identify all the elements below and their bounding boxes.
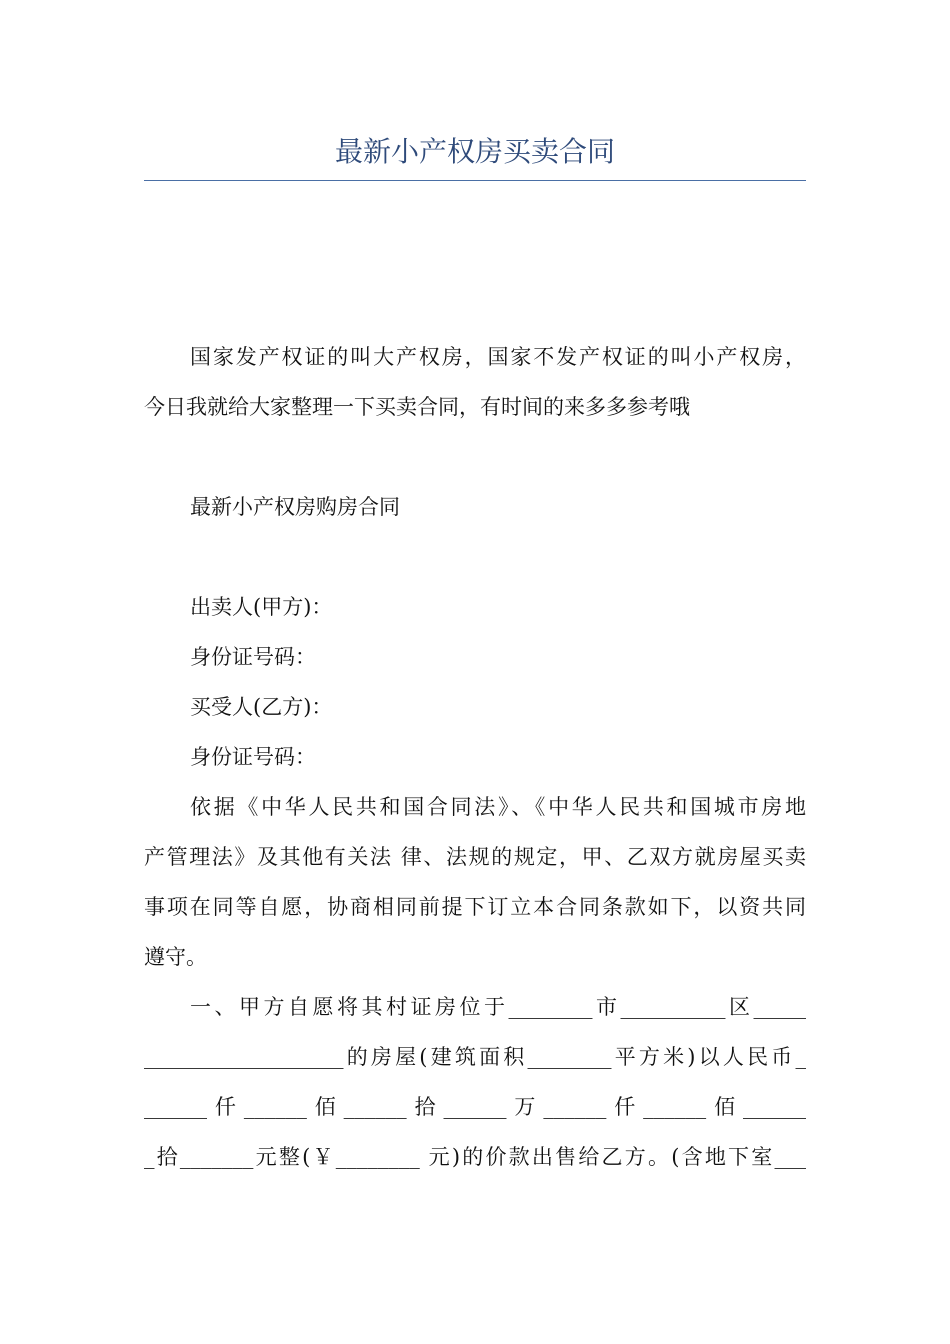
buyer-label: 买受人(乙方)： [190,695,333,719]
clause1-line-3: ______仟______佰______拾______万______仟______佰______ [144,1095,806,1119]
intro-line-1: 国家发产权证的叫大产权房，国家不发产权证的叫小产权房， [190,345,806,369]
basis-line-3: 事项在同等自愿，协商相同前提下订立本合同条款如下，以资共同 [144,895,806,919]
seller-label: 出卖人(甲方)： [190,595,333,619]
basis-line-4: 遵守。 [144,945,207,969]
basis-line-2: 产管理法》及其他有关法 律、法规的规定，甲、乙双方就房屋买卖 [144,845,806,869]
title-underline [144,180,806,181]
clause1-line-4: _拾_______元整(￥________ 元)的价款出售给乙方。(含地下室___ [144,1145,806,1169]
clause1-line-1: 一、甲方自愿将其村证房位于________市__________区_____ [190,995,806,1019]
document-title: 最新小产权房买卖合同 [334,135,615,168]
clause1-line-2: ___________________的房屋(建筑面积________平方米)以人民币_ [144,1045,806,1069]
seller-id-label: 身份证号码： [190,645,316,669]
buyer-id-label: 身份证号码： [190,745,316,769]
contract-heading: 最新小产权房购房合同 [190,495,400,519]
basis-line-1: 依据《中华人民共和国合同法》、《中华人民共和国城市房地 [190,795,806,819]
intro-line-2: 今日我就给大家整理一下买卖合同，有时间的来多多参考哦 [144,395,690,419]
